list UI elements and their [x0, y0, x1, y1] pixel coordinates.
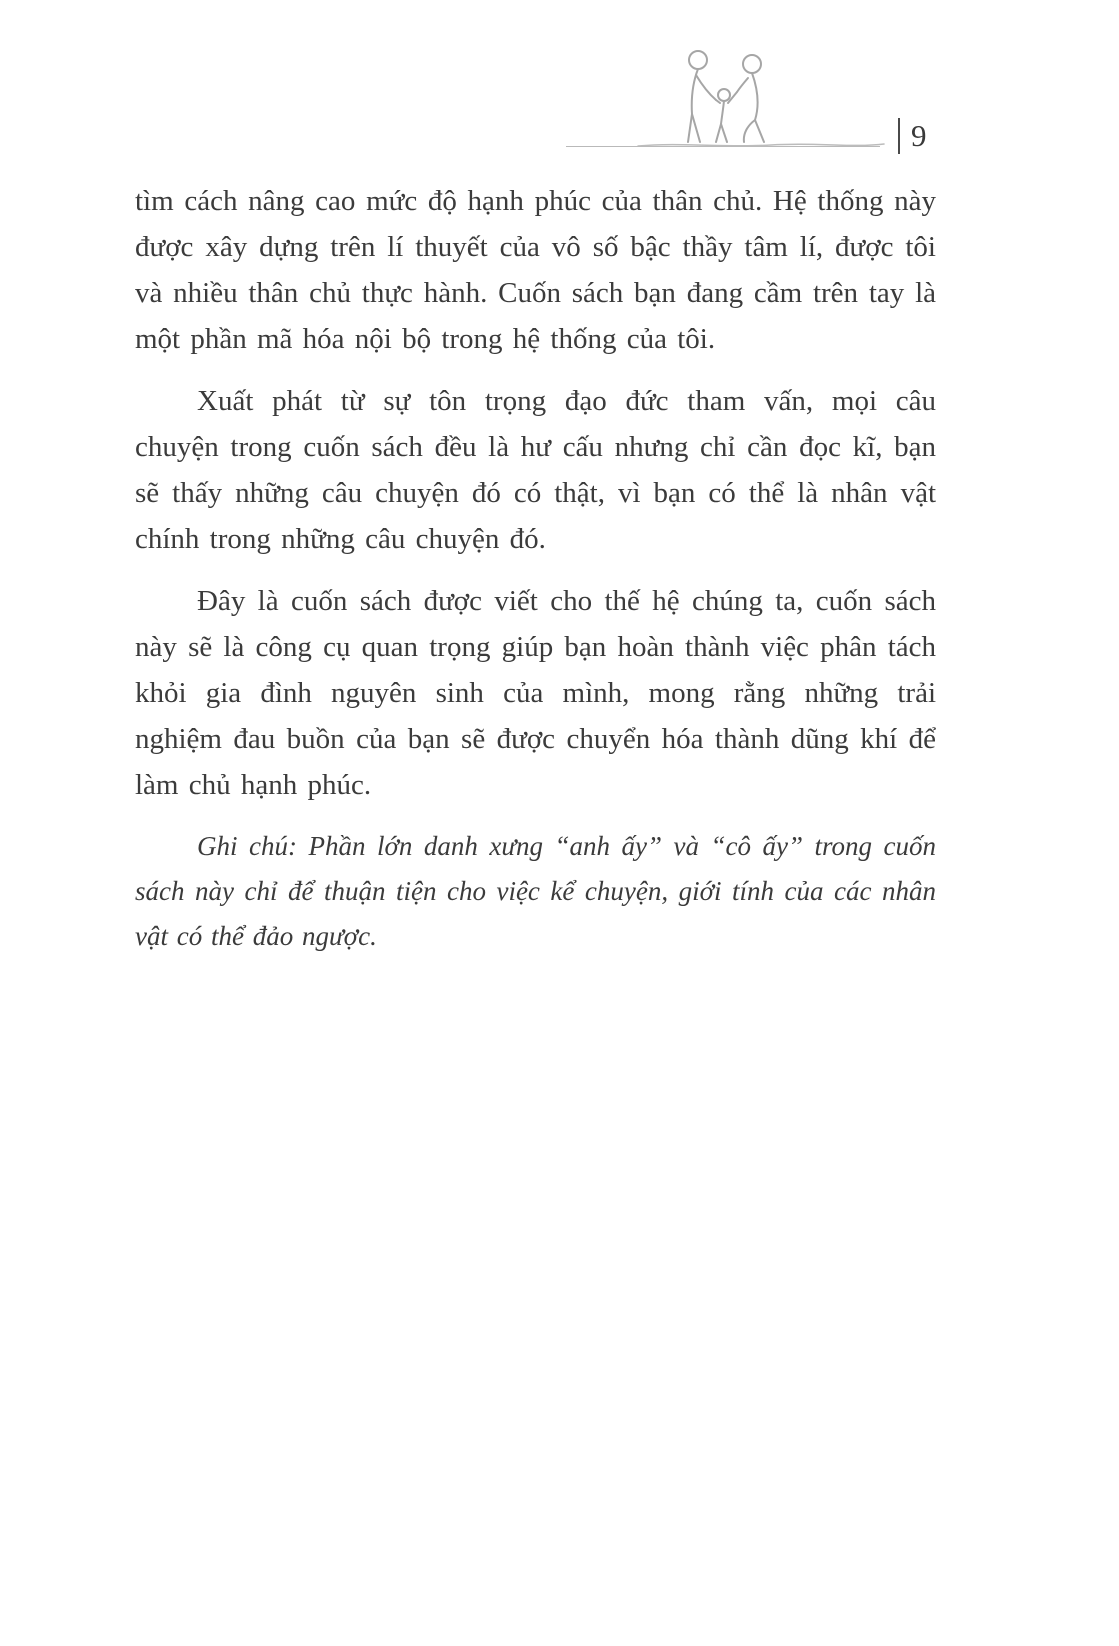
- header-rule: [566, 146, 880, 147]
- paragraph: Xuất phát từ sự tôn trọng đạo đức tham vấn, mọi câu chuyện trong cuốn sách đều là hư cấu nhưng chỉ cần đọc kĩ, bạn sẽ thấy những câu chuyện đó có thật, vì bạn có thể là nhân vật chính trong những câu chuyện đó.: [135, 385, 936, 555]
- family-illustration-icon: [636, 42, 886, 152]
- paragraph: Đây là cuốn sách được viết cho thế hệ chúng ta, cuốn sách này sẽ là công cụ quan trọng giúp bạn hoàn thành việc phân tách khỏi gia đình nguyên sinh của mình, mong rằng những trải nghiệm đau buồn của bạn sẽ được chuyển hóa thành dũng khí để làm chủ hạnh phúc.: [135, 585, 936, 801]
- page-number-divider: [898, 118, 900, 154]
- page-number-value: 9: [911, 118, 927, 153]
- page-number: [898, 118, 927, 154]
- note-paragraph: Ghi chú: Phần lớn danh xưng “anh ấy” và “cô ấy” trong cuốn sách này chỉ để thuận tiện cho việc kể chuyện, giới tính của các nhân vật có thể đảo ngược.: [135, 831, 936, 951]
- paragraph: tìm cách nâng cao mức độ hạnh phúc của thân chủ. Hệ thống này được xây dựng trên lí thuyết của vô số bậc thầy tâm lí, được tôi và nhiều thân chủ thực hành. Cuốn sách bạn đang cầm trên tay là một phần mã hóa nội bộ trong hệ thống của tôi.: [135, 185, 936, 355]
- text-block: [135, 178, 936, 959]
